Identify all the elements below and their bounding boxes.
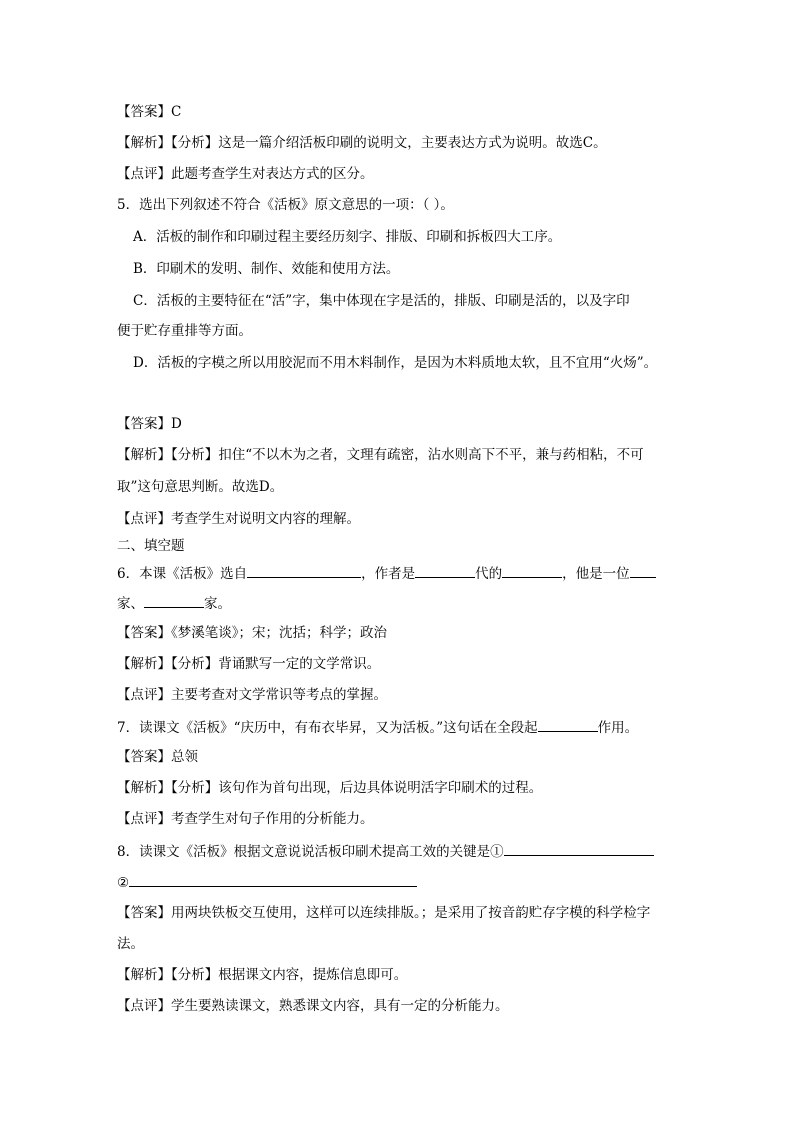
question-6-line2 (117, 593, 231, 613)
question-6-line1 (117, 563, 656, 583)
fill-blank (129, 872, 417, 887)
answer-label: 【答案】C (117, 104, 182, 120)
question-5: 5．选出下列叙述不符合《活板》原文意思的一项：（ ）。 (117, 197, 454, 213)
fill-blank (415, 563, 475, 578)
option-d: D．活板的字模之所以用胶泥而不用木料制作，是因为木料质地太软，且不宜用“火炀”。 (133, 355, 658, 371)
question-6-text: 家。 (204, 596, 231, 612)
section-heading: 二、填空题 (117, 538, 185, 554)
question-8-text: ② (117, 875, 130, 891)
question-8-text: 8．读课文《活板》根据文意说说活板印刷术提高工效的关键是① (117, 844, 504, 860)
option-c-line1: C．活板的主要特征在“活”字，集中体现在字是活的，排版、印刷是活的，以及字印 (133, 293, 630, 309)
answer-label: 【答案】《梦溪笔谈》；宋；沈括；科学；政治 (117, 625, 387, 641)
comment-text: 【点评】考查学生对说明文内容的理解。 (117, 511, 360, 527)
analysis-text: 【解析】【分析】该句作为首句出现，后边具体说明活字印刷术的过程。 (117, 780, 543, 796)
comment-text: 【点评】学生要熟读课文，熟悉课文内容，具有一定的分析能力。 (117, 998, 509, 1014)
fill-blank (504, 841, 654, 856)
question-8-line2 (117, 872, 417, 892)
question-6-text: 家、 (117, 596, 144, 612)
answer-text-line1: 【答案】用两块铁板交互使用，这样可以连续排版。；是采用了按音韵贮存字模的科学检字 (117, 905, 651, 921)
analysis-text-line1: 【解析】【分析】扣住“不以木为之者，文理有疏密，沾水则高下不平，兼与药相粘，不可 (117, 447, 644, 463)
question-6-text: ，作者是 (361, 566, 416, 582)
fill-blank (538, 717, 598, 732)
analysis-text: 【解析】【分析】根据课文内容，提炼信息即可。 (117, 967, 408, 983)
question-7-text: 作用。 (597, 720, 639, 736)
comment-text: 【点评】考查学生对句子作用的分析能力。 (117, 811, 374, 827)
question-6-text: 6．本课《活板》选自 (117, 566, 248, 582)
question-6-text: 代的 (475, 566, 503, 582)
analysis-text: 【解析】【分析】这是一篇介绍活板印刷的说明文，主要表达方式为说明。故选C。 (117, 135, 607, 151)
question-8-line1 (117, 841, 654, 861)
fill-blank (247, 563, 361, 578)
comment-text: 【点评】此题考查学生对表达方式的区分。 (117, 166, 374, 182)
question-7 (117, 717, 638, 737)
option-a: A．活板的制作和印刷过程主要经历刻字、排版、印刷和拆板四大工序。 (133, 229, 562, 245)
fill-blank (144, 593, 204, 608)
option-c-line2: 便于贮存重排等方面。 (117, 323, 252, 339)
analysis-text: 【解析】【分析】背诵默写一定的文学常识。 (117, 656, 381, 672)
comment-text: 【点评】主要考查对文学常识等考点的掌握。 (117, 687, 387, 703)
analysis-text-line2: 取”这句意思判断。故选D。 (117, 479, 284, 495)
answer-label: 【答案】D (117, 416, 182, 432)
option-b: B．印刷术的发明、制作、效能和使用方法。 (133, 261, 400, 277)
answer-label: 【答案】总领 (117, 749, 198, 765)
fill-blank (630, 563, 656, 578)
answer-text-line2: 法。 (117, 936, 144, 952)
question-6-text: ，他是一位 (562, 566, 630, 582)
fill-blank (502, 563, 562, 578)
question-7-text: 7．读课文《活板》“庆历中，有布衣毕昇，又为活板。”这句话在全段起 (117, 720, 538, 736)
